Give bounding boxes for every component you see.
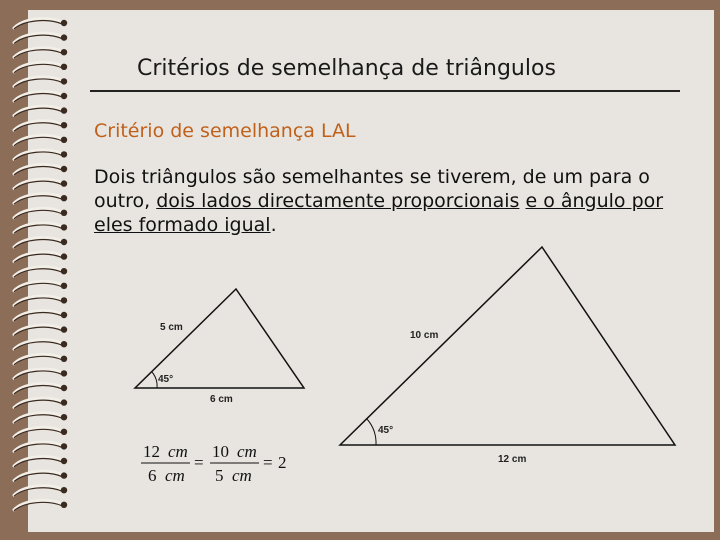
body-underlined-sides: dois lados directamente proporcionais (156, 190, 520, 212)
small-base-label: 6 cm (210, 394, 233, 405)
eq-den1-unit: cm (165, 466, 185, 485)
eq-num2: 10 (212, 442, 229, 461)
eq-equals1: = (194, 453, 204, 472)
small-angle-label: 45° (158, 374, 174, 385)
eq-num2-unit: cm (237, 442, 257, 461)
eq-num1: 12 (143, 442, 160, 461)
slide-title: Critérios de semelhança de triângulos (137, 56, 556, 81)
eq-result: 2 (278, 453, 287, 472)
small-side-label: 5 cm (160, 322, 183, 333)
large-triangle (340, 247, 675, 465)
eq-den1: 6 (148, 466, 157, 485)
large-side-label: 10 cm (410, 330, 439, 341)
eq-num1-unit: cm (168, 442, 188, 461)
eq-equals2: = (263, 453, 273, 472)
ratio-equation (141, 442, 287, 485)
eq-den2: 5 (215, 466, 224, 485)
body-underlined-angle: e o ângulo por eles formado igual (94, 190, 664, 236)
large-angle-label: 45° (378, 425, 394, 436)
body-text-end: . (270, 214, 277, 236)
small-triangle (135, 289, 304, 405)
body-text-part1: Dois triângulos são semelhantes se tiverem, de um para o outro, (94, 166, 650, 212)
slide-subtitle: Critério de semelhança LAL (94, 120, 356, 142)
eq-den2-unit: cm (232, 466, 252, 485)
large-base-label: 12 cm (498, 454, 527, 465)
